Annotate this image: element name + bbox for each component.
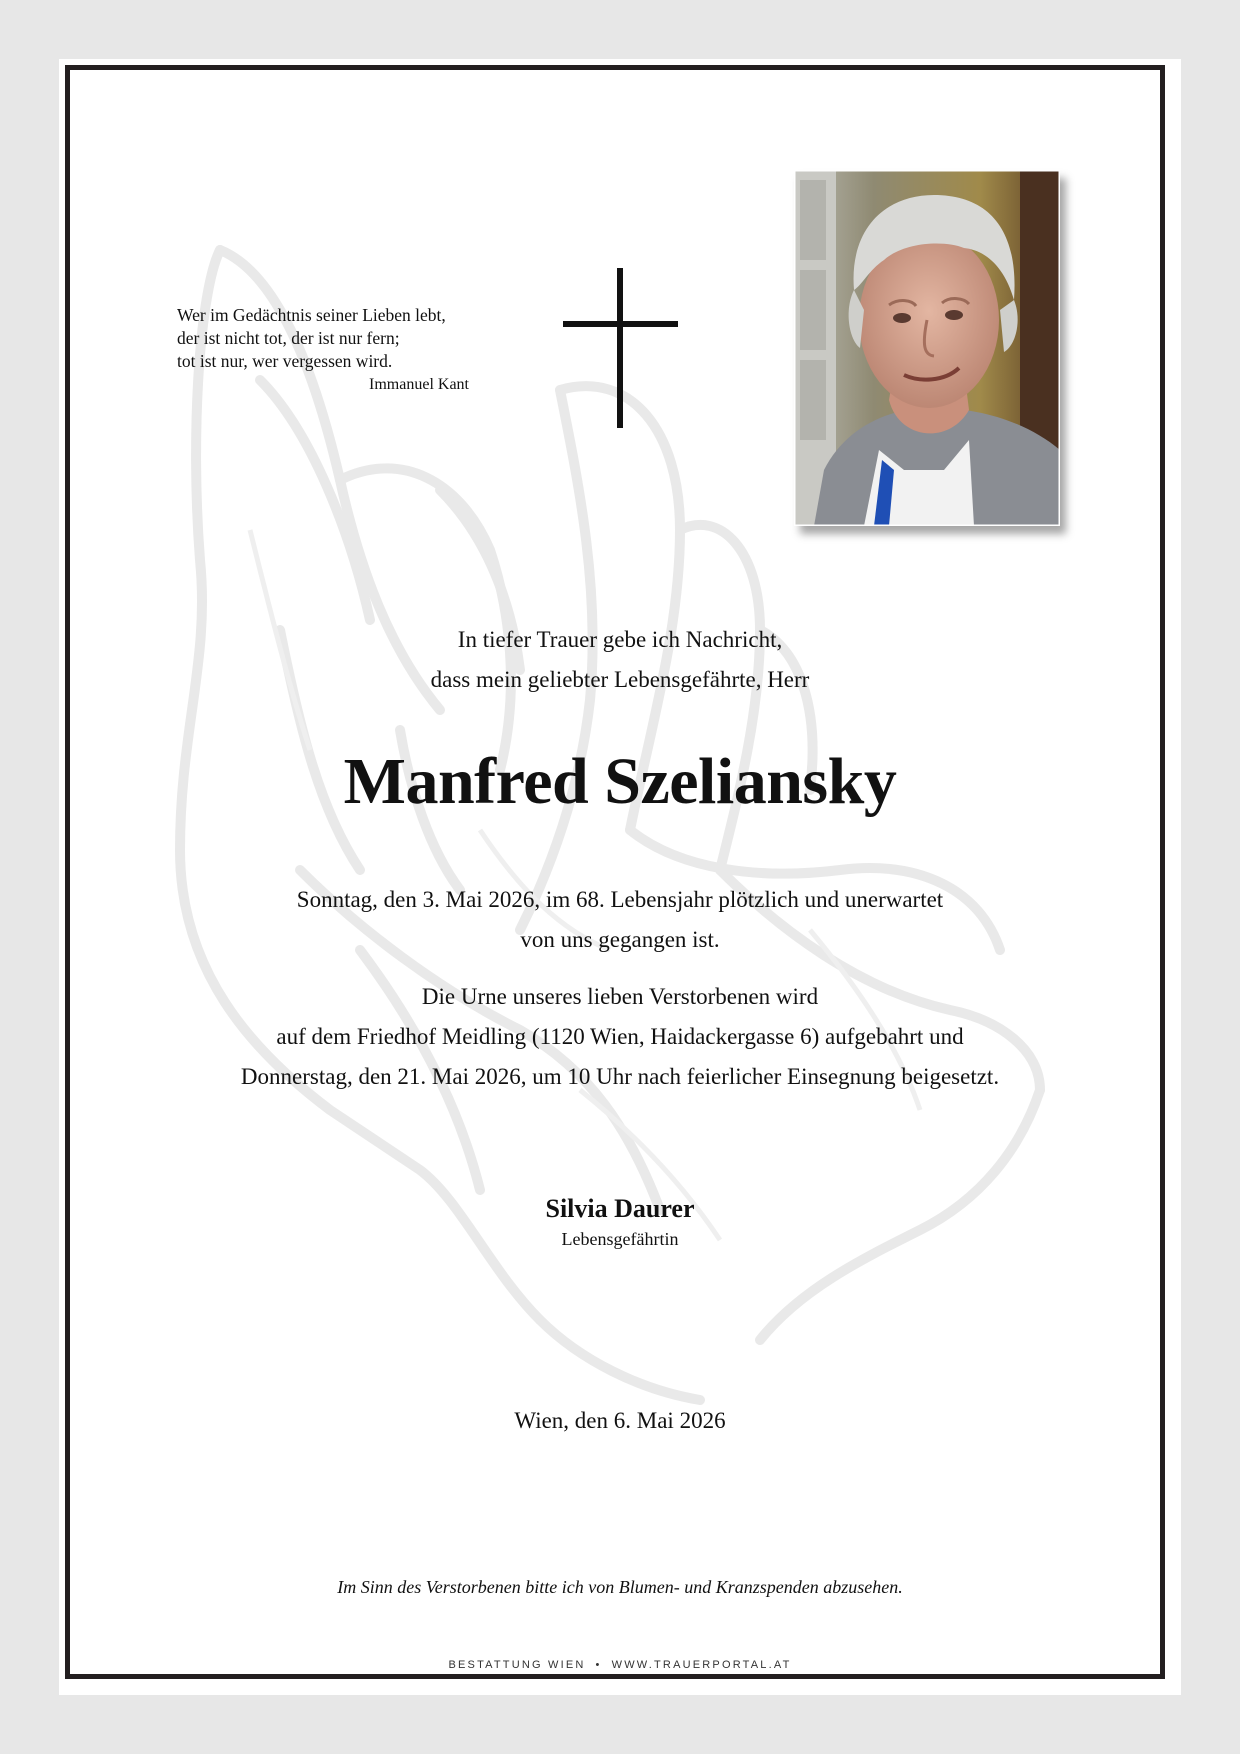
donation-note: Im Sinn des Verstorbenen bitte ich von Blumen- und Kranzspenden abzusehen. [337,1577,903,1597]
place-date: Wien, den 6. Mai 2026 [514,1408,726,1433]
footer-website: WWW.TRAUERPORTAL.AT [611,1659,792,1671]
quote-line-2: der ist nicht tot, der ist nur fern; [177,328,400,348]
quote-line-3: tot ist nur, wer vergessen wird. [177,351,393,371]
memorial-quote [177,304,469,396]
signer-name: Silvia Daurer [545,1194,695,1223]
funeral-details [100,977,1140,1097]
death-line-2: von uns gegangen ist. [520,927,720,952]
funeral-line-1: Die Urne unseres lieben Verstorbenen wird [421,984,819,1009]
funeral-line-2: auf dem Friedhof Meidling (1120 Wien, Haidackergasse 6) aufgebahrt und [276,1024,964,1049]
funeral-line-3: Donnerstag, den 21. Mai 2026, um 10 Uhr nach feierlicher Einsegnung beigesetzt. [240,1064,1000,1089]
signer-role: Lebensgefährtin [561,1229,679,1249]
intro-line-2: dass mein geliebter Lebensgefährte, Herr [430,667,810,692]
footer-separator: • [595,1659,602,1671]
announcement-intro [100,620,1140,700]
footer [100,1657,1140,1673]
quote-line-1: Wer im Gedächtnis seiner Lieben lebt, [177,305,446,325]
death-statement [100,880,1140,960]
cross-icon [563,268,678,428]
deceased-name: Manfred Szeliansky [343,745,897,818]
death-line-1: Sonntag, den 3. Mai 2026, im 68. Lebensjahr plötzlich und unerwartet [296,887,944,912]
footer-company: BESTATTUNG WIEN [448,1659,586,1671]
quote-author: Immanuel Kant [369,376,469,393]
intro-line-1: In tiefer Trauer gebe ich Nachricht, [457,627,783,652]
portrait-photo [794,170,1060,526]
